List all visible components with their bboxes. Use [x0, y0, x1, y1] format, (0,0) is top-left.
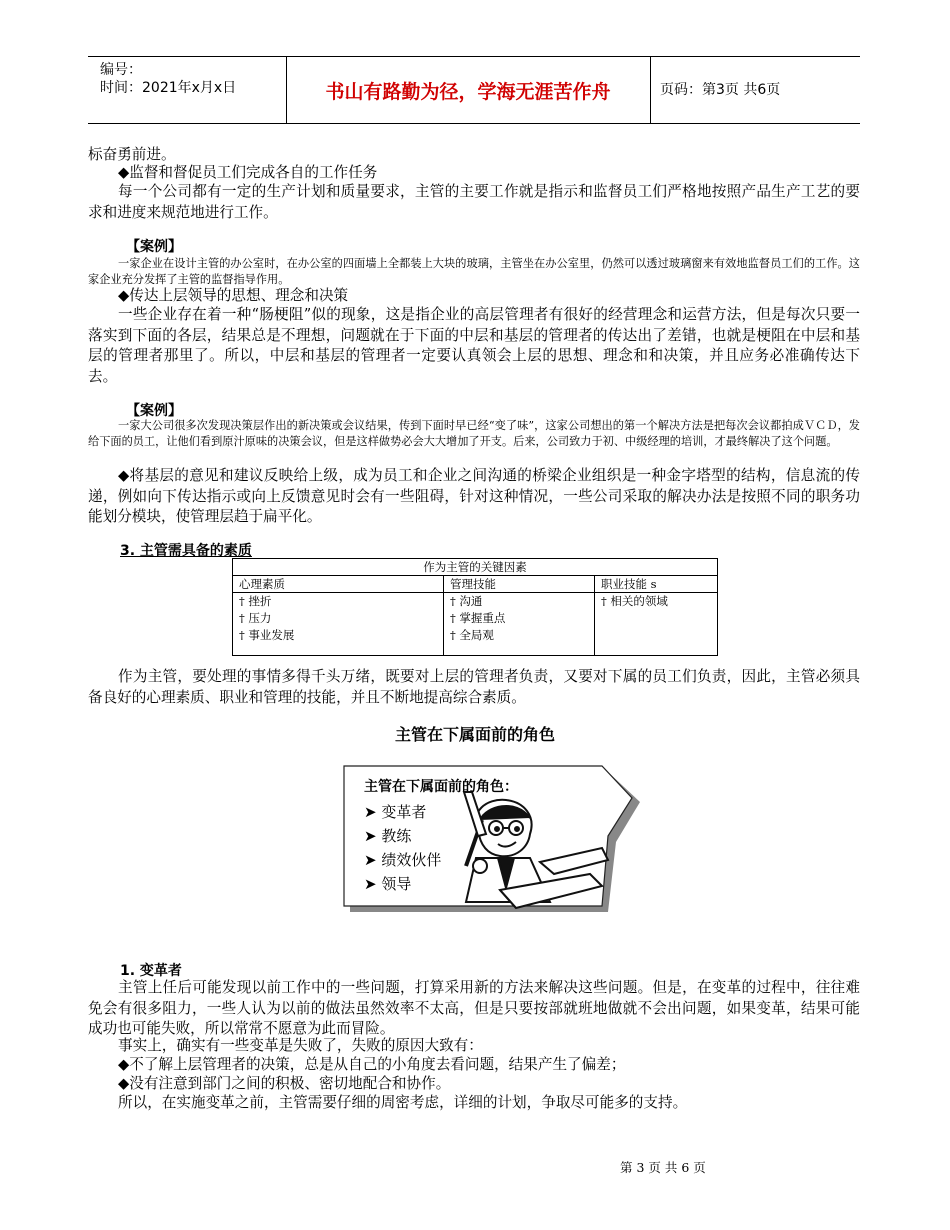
table-title: 作为主管的关键因素	[233, 559, 718, 576]
list-item: ➤ 教练	[364, 827, 412, 845]
paragraph: 主管上任后可能发现以前工作中的一些问题，打算采用新的方法来解决这些问题。但是，在变革的过程中，往往难免会有很多阻力，一些人认为以前的做法虽然效率不太高，但是只要按部就班地做就不会出问题，如果变革，结果可能成功也可能失败，所以常常不愿意为此而冒险。	[88, 979, 860, 1037]
bullet-item: ◆传达上层领导的思想、理念和决策	[118, 287, 349, 304]
paragraph: 标奋勇前进。	[88, 146, 176, 163]
table-cell	[233, 593, 444, 656]
table-cell	[444, 593, 595, 656]
header-motto: 书山有路勤为径，学海无涯苦作舟	[325, 81, 611, 103]
paragraph: ◆将基层的意见和建议反映给上级，成为员工和企业之间沟通的桥梁企业组织是一种金字塔型的结构，信息流的传递，例如向下传达指示或向上反馈意见时会有一些阻碍，针对这种情况，一些公司采取的解决办法是按照不同的职务功能划分模块，使管理层趋于扁平化。	[88, 467, 860, 525]
time-label: 时间：2021年x月x日	[100, 80, 237, 96]
case-text: 一家企业在设计主管的办公室时，在办公室的四面墙上全都装上大块的玻璃，主管坐在办公室里，仍然可以透过玻璃窗来有效地监督员工们的工作。这家企业充分发挥了主管的监督指导作用。	[88, 257, 860, 286]
table-header: 心理素质	[233, 576, 444, 593]
section-title: 1. 变革者	[120, 963, 182, 979]
arrow-icon: ➤	[364, 803, 382, 821]
arrow-icon: ➤	[364, 851, 382, 869]
list-item: ➤ 领导	[364, 875, 412, 893]
header-page-info: 页码：第3页 共6页	[660, 82, 781, 98]
table-header: 职业技能 s	[595, 576, 718, 593]
paragraph: 每一个公司都有一定的生产计划和质量要求，主管的主要工作就是指示和监督员工们严格地按照产品生产工艺的要求和进度来规范地进行工作。	[88, 183, 860, 221]
list-item: † 全局观	[450, 628, 494, 642]
bullet-item: ◆不了解上层管理者的决策，总是从自己的小角度去看问题，结果产生了偏差；	[118, 1056, 626, 1073]
paragraph: 所以，在实施变革之前，主管需要仔细的周密考虑，详细的计划，争取尽可能多的支持。	[118, 1094, 688, 1111]
header-meta	[100, 61, 236, 97]
bullet-item: ◆监督和督促员工们完成各自的工作任务	[118, 164, 378, 181]
page-footer: 第 3 页 共 6 页	[620, 1160, 706, 1175]
list-item: † 掌握重点	[450, 611, 506, 625]
page-header	[88, 56, 860, 124]
paragraph: 一些企业存在着一种“肠梗阻”似的现象，这是指企业的高层管理者有很好的经营理念和运营方法，但是每次只要一落实到下面的各层，结果总是不理想，问题就在于下面的中层和基层的管理者的传达出了差错，也就是梗阻在中层和基层的管理者那里了。所以，中层和基层的管理者一定要认真领会上层的思想、理念和和决策，并且应务必准确传达下去。	[88, 306, 860, 385]
list-item: † 压力	[239, 611, 272, 625]
key-factors-table	[232, 558, 718, 656]
paragraph: 作为主管，要处理的事情多得千头万绪，既要对上层的管理者负责，又要对下属的员工们负责，因此，主管必须具备良好的心理素质、职业和管理的技能，并且不断地提高综合素质。	[88, 668, 860, 706]
figure-box-title: 主管在下属面前的角色：	[364, 779, 518, 795]
list-item: † 挫折	[239, 594, 272, 608]
list-item: ➤ 变革者	[364, 803, 427, 821]
section-title: 3. 主管需具备的素质	[120, 543, 252, 559]
paragraph: 事实上，确实有一些变革是失败了，失败的原因大致有：	[118, 1037, 483, 1054]
arrow-icon: ➤	[364, 827, 382, 845]
case-text: 一家大公司很多次发现决策层作出的新决策或会议结果，传到下面时早已经“变了味”，这家公司想出的第一个解决方法是把每次会议都拍成ＶＣＤ，发给下面的员工，让他们看到原汁原味的决策会议，但是这样做势必会大大增加了开支。后来，公司致力于初、中级经理的培训，才最终解决了这个问题。	[88, 419, 860, 448]
case-title: 【案例】	[126, 403, 182, 419]
table-cell	[595, 593, 718, 656]
table-header: 管理技能	[444, 576, 595, 593]
header-divider	[650, 57, 651, 123]
number-label: 编号：	[100, 62, 142, 78]
list-item: † 沟通	[450, 594, 483, 608]
list-item: ➤ 绩效伙伴	[364, 851, 442, 869]
list-item: † 事业发展	[239, 628, 295, 642]
arrow-icon: ➤	[364, 875, 382, 893]
figure-title: 主管在下属面前的角色	[394, 725, 555, 744]
role-list	[364, 800, 441, 896]
list-item: † 相关的领域	[601, 594, 668, 608]
case-title: 【案例】	[126, 239, 182, 255]
bullet-item: ◆没有注意到部门之间的积极、密切地配合和协作。	[118, 1075, 451, 1092]
